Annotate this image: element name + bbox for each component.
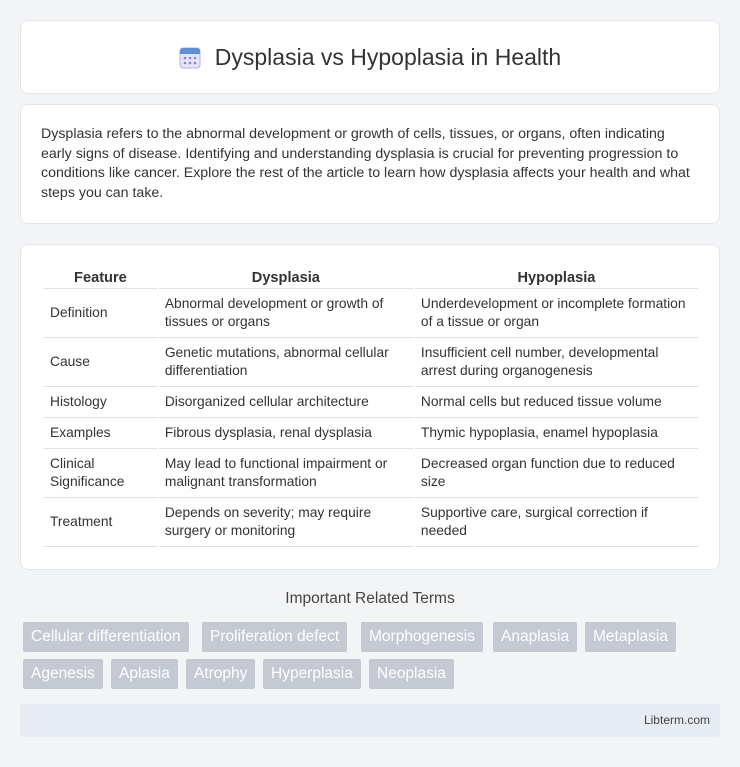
column-header-feature: Feature — [44, 265, 157, 289]
table-cell: Abnormal development or growth of tissues or organs — [159, 289, 413, 338]
table-cell: Thymic hypoplasia, enamel hypoplasia — [415, 418, 698, 449]
table-cell: Cause — [44, 338, 157, 387]
column-header-hypoplasia: Hypoplasia — [415, 265, 698, 289]
table-cell: Definition — [44, 289, 157, 338]
table-cell: Insufficient cell number, developmental arrest during organogenesis — [415, 338, 698, 387]
table-cell: Histology — [44, 387, 157, 418]
related-term-tag[interactable]: Morphogenesis — [361, 622, 483, 652]
table-header-row — [44, 265, 698, 289]
table-row — [44, 289, 698, 338]
page-title: Dysplasia vs Hypoplasia in Health — [214, 43, 562, 70]
calendar-icon — [179, 45, 201, 69]
table-cell: Normal cells but reduced tissue volume — [415, 387, 698, 418]
table-cell: Treatment — [44, 498, 157, 547]
related-term-tag[interactable]: Proliferation defect — [202, 622, 347, 652]
table-cell: Examples — [44, 418, 157, 449]
table-cell: Decreased organ function due to reduced size — [415, 449, 698, 498]
table-row — [44, 418, 698, 449]
comparison-table — [42, 265, 700, 547]
table-cell: Underdevelopment or incomplete formation of a tissue or organ — [415, 289, 698, 338]
related-term-tag[interactable]: Hyperplasia — [263, 659, 361, 689]
table-row — [44, 387, 698, 418]
intro-card — [20, 104, 720, 224]
comparison-table-card — [20, 244, 720, 570]
table-cell: Disorganized cellular architecture — [159, 387, 413, 418]
related-term-tag[interactable]: Cellular differentiation — [23, 622, 189, 652]
table-row — [44, 449, 698, 498]
related-terms-heading: Important Related Terms — [285, 590, 455, 607]
table-cell: Supportive care, surgical correction if needed — [415, 498, 698, 547]
table-cell: May lead to functional impairment or malignant transformation — [159, 449, 413, 498]
footer-brand-link[interactable]: Libterm.com — [643, 713, 710, 727]
table-cell: Genetic mutations, abnormal cellular differentiation — [159, 338, 413, 387]
related-term-tag[interactable]: Neoplasia — [369, 659, 454, 689]
table-row — [44, 498, 698, 547]
title-card — [20, 20, 720, 94]
footer — [20, 704, 720, 737]
column-header-dysplasia: Dysplasia — [159, 265, 413, 289]
related-term-tag[interactable]: Agenesis — [23, 659, 103, 689]
related-term-tag[interactable]: Aplasia — [111, 659, 178, 689]
table-row — [44, 338, 698, 387]
table-cell: Fibrous dysplasia, renal dysplasia — [159, 418, 413, 449]
related-term-tag[interactable]: Metaplasia — [585, 622, 676, 652]
table-cell: Depends on severity; may require surgery or monitoring — [159, 498, 413, 547]
intro-text: Dysplasia refers to the abnormal development or growth of cells, tissues, or organs, often indicating early signs of disease. Identifying and understanding dysplasia is crucial for preventing progression to conditions like cancer. Explore the rest of the article to learn how dysplasia affects your health and what steps you can take. — [41, 126, 690, 201]
related-term-tag[interactable]: Anaplasia — [493, 622, 577, 652]
table-cell: Clinical Significance — [44, 449, 157, 498]
related-term-tag[interactable]: Atrophy — [186, 659, 255, 689]
